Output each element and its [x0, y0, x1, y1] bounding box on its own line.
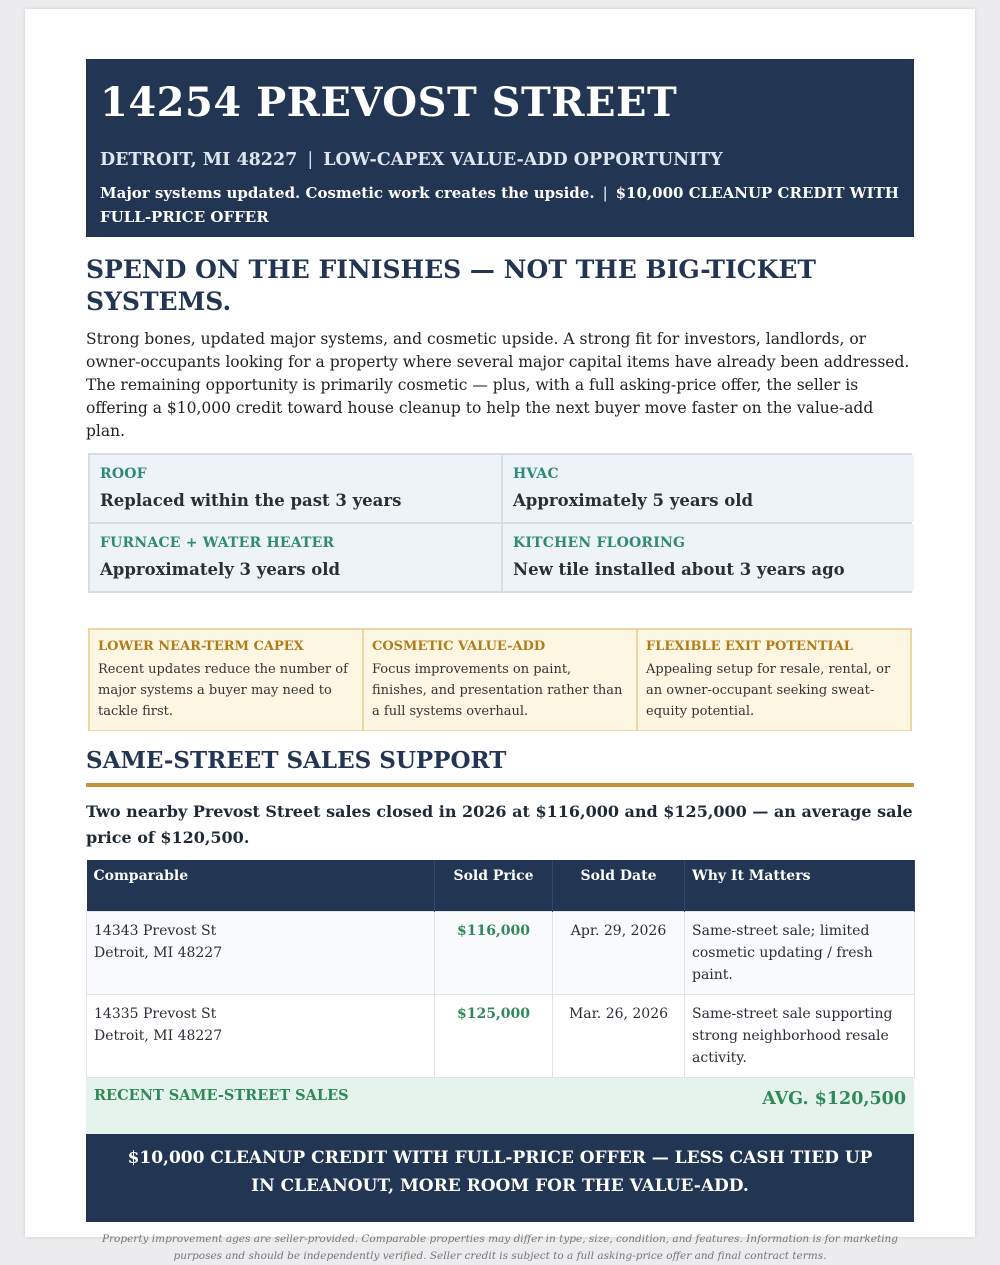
benefit-text: Recent updates reduce the number of major systems a buyer may need to tackle first. — [98, 662, 348, 719]
subtitle-separator: | — [307, 150, 314, 170]
benefit-text: Focus improvements on paint, finishes, and presentation rather than a full systems overhaul. — [372, 662, 623, 719]
property-address-title: 14254 PREVOST STREET — [100, 79, 678, 126]
sales-section-title: SAME-STREET SALES SUPPORT — [86, 745, 914, 787]
benefit-label: FLEXIBLE EXIT POTENTIAL — [646, 639, 853, 654]
column-header-comparable: Comparable — [87, 860, 435, 911]
column-header-why: Why It Matters — [685, 860, 915, 911]
benefit-label: LOWER NEAR-TERM CAPEX — [98, 639, 304, 654]
column-header-sold-date: Sold Date — [553, 860, 685, 911]
average-sales-bar — [86, 1078, 914, 1134]
comparable-cell — [87, 911, 435, 994]
why-it-matters: Same-street sale supporting strong neighborhood resale activity. — [685, 994, 915, 1077]
comparable-street: 14343 Prevost St — [94, 922, 217, 939]
flyer-page — [25, 9, 975, 1262]
system-label: HVAC — [513, 466, 559, 482]
system-value: Approximately 5 years old — [513, 491, 754, 510]
table-header-row — [87, 860, 915, 911]
cleanup-credit-banner: $10,000 CLEANUP CREDIT WITH FULL-PRICE OFFER — LESS CASH TIED UP IN CLEANOUT, MORE ROOM FOR THE VALUE-ADD. — [86, 1134, 914, 1222]
average-label: RECENT SAME-STREET SALES — [94, 1086, 349, 1104]
system-roof — [90, 455, 501, 522]
table-row — [87, 994, 915, 1077]
why-it-matters: Same-street sale; limited cosmetic updating / fresh paint. — [685, 911, 915, 994]
system-furnace-water-heater — [90, 524, 501, 591]
credit-note: $10,000 CLEANUP CREDIT WITH FULL-PRICE OFFER — [100, 184, 899, 226]
property-positioning: LOW-CAPEX VALUE-ADD OPPORTUNITY — [323, 150, 723, 170]
sold-date: Apr. 29, 2026 — [553, 911, 685, 994]
flyer-content — [86, 59, 914, 1265]
tagline-text: Major systems updated. Cosmetic work creates the upside. — [100, 184, 595, 202]
hero-tagline — [100, 181, 900, 229]
benefit-capex — [90, 630, 362, 730]
comparable-cell — [87, 994, 435, 1077]
comparable-street: 14335 Prevost St — [94, 1005, 217, 1022]
table-row — [87, 911, 915, 994]
system-label: KITCHEN FLOORING — [513, 535, 686, 551]
systems-grid — [88, 453, 912, 593]
benefit-text: Appealing setup for resale, rental, or an owner-occupant seeking sweat-equity potential. — [646, 662, 891, 719]
average-value: AVG. $120,500 — [762, 1088, 906, 1109]
column-header-sold-price: Sold Price — [435, 860, 553, 911]
system-label: FURNACE + WATER HEATER — [100, 535, 335, 551]
sold-date: Mar. 26, 2026 — [553, 994, 685, 1077]
tagline-separator: | — [602, 184, 608, 202]
property-location: DETROIT, MI 48227 — [100, 150, 298, 170]
sold-price: $125,000 — [435, 994, 553, 1077]
main-headline: SPEND ON THE FINISHES — NOT THE BIG-TICKET SYSTEMS. — [86, 255, 817, 316]
intro-paragraph: Strong bones, updated major systems, and cosmetic upside. A strong fit for investors, landlords, or owner-occupants looking for a property where several major capital items have already been addressed. The remaining opportunity is primarily cosmetic — plus, with a full asking-price offer, the seller is offering a $10,000 credit toward house cleanup to help the next buyer move faster on the value-add plan. — [86, 330, 910, 440]
benefit-exit — [638, 630, 910, 730]
comparables-table — [86, 860, 915, 1078]
benefit-cosmetic — [364, 630, 636, 730]
sold-price: $116,000 — [435, 911, 553, 994]
system-value: Approximately 3 years old — [100, 560, 341, 579]
system-value: Replaced within the past 3 years — [100, 491, 402, 510]
system-label: ROOF — [100, 466, 147, 482]
benefits-grid — [88, 628, 912, 731]
benefit-label: COSMETIC VALUE-ADD — [372, 639, 546, 654]
system-value: New tile installed about 3 years ago — [513, 560, 845, 579]
sales-summary: Two nearby Prevost Street sales closed in 2026 at $116,000 and $125,000 — an average sale price of $120,500. — [86, 802, 913, 847]
comparable-city: Detroit, MI 48227 — [94, 944, 223, 961]
hero-banner — [86, 59, 914, 237]
disclaimer-text: Property improvement ages are seller-provided. Comparable properties may differ in type, size, condition, and features. Information is for marketing purposes and should be independently verified. Seller credit is subject to a full asking-price offer and final contract terms. — [101, 1232, 899, 1262]
system-hvac — [503, 455, 914, 522]
hero-subtitle — [100, 149, 900, 171]
comparable-city: Detroit, MI 48227 — [94, 1027, 223, 1044]
system-kitchen-flooring — [503, 524, 914, 591]
